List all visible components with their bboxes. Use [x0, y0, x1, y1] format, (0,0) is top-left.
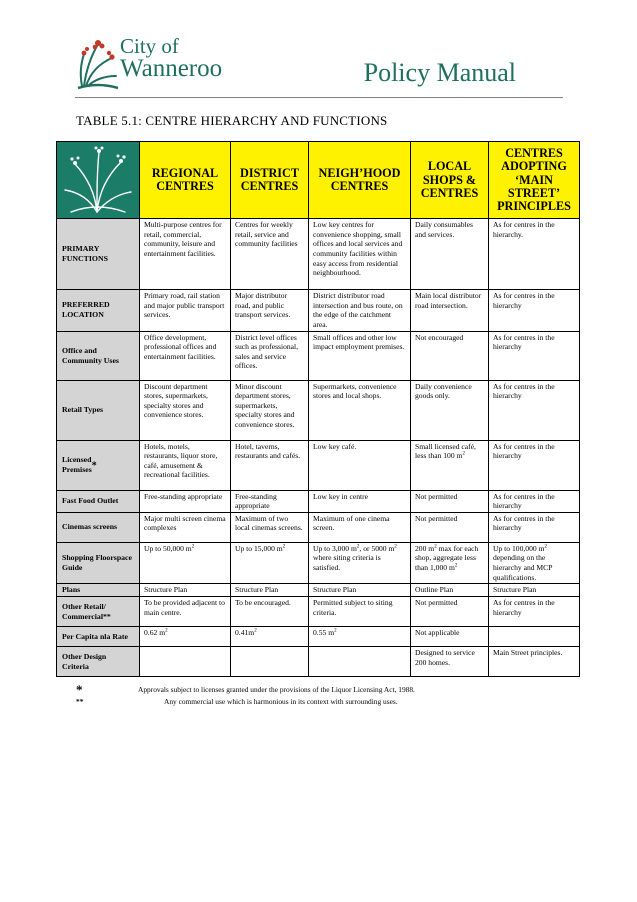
footnote-text: Any commercial use which is harmonious in its context with surrounding uses.	[164, 697, 398, 706]
table-cell	[140, 542, 231, 583]
table-cell: As for centres in the hierarchy	[489, 490, 580, 512]
superscript: 2	[544, 544, 547, 550]
table-cell: Hotels, motels, restaurants, liquor store, café, amusement & recreational facilities.	[140, 440, 231, 490]
table-row	[57, 542, 580, 583]
emblem-cell	[57, 142, 140, 219]
table-cell: Maximum of two local cinemas screens.	[231, 512, 309, 542]
footnote-symbol: **	[76, 697, 84, 706]
table-cell: Daily consumables and services.	[411, 219, 489, 290]
table-title: TABLE 5.1: CENTRE HIERARCHY AND FUNCTIONS	[76, 113, 388, 128]
table-cell	[140, 647, 231, 677]
table-cell: District level offices such as professional, sales and service offices.	[231, 331, 309, 380]
row-header: Per Capita nla Rate	[57, 627, 140, 647]
table-row	[57, 597, 580, 627]
table-cell: Small offices and other low impact employment premises.	[309, 331, 411, 380]
superscript: 2	[334, 628, 337, 634]
column-header-district: DISTRICT CENTRES	[231, 142, 309, 219]
table-cell: Low key centres for convenience shopping, small offices and local services and community facilities within easy access from residential neighbourhood.	[309, 219, 411, 290]
table-cell: Major distributor road, and public transport services.	[231, 290, 309, 331]
row-header: Fast Food Outlet	[57, 490, 140, 512]
cell-text: 200 m	[415, 543, 435, 553]
table-row	[57, 490, 580, 512]
logo-line1: City of	[120, 34, 179, 58]
table-cell: Main local distributor road intersection.	[411, 290, 489, 331]
document-title: Policy Manual	[363, 58, 516, 87]
table-cell: Multi-purpose centres for retail, commercial, community, leisure and entertainment facilities.	[140, 219, 231, 290]
row-header: Other Design Criteria	[57, 647, 140, 677]
table-row	[57, 290, 580, 331]
row-header: Shopping Floorspace Guide	[57, 542, 140, 583]
table-cell	[411, 440, 489, 490]
table-cell: Not permitted	[411, 597, 489, 627]
table-cell: Low key café.	[309, 440, 411, 490]
footnote-symbol: *	[76, 682, 83, 697]
table-cell: Centres for weekly retail, service and community facilities	[231, 219, 309, 290]
table-cell	[309, 542, 411, 583]
table-cell: As for centres in the hierarchy.	[489, 219, 580, 290]
table-row	[57, 627, 580, 647]
superscript: 2	[254, 628, 257, 634]
table-cell	[309, 627, 411, 647]
superscript: 2	[165, 628, 168, 634]
cell-text: Up to 15,000 m	[235, 543, 283, 553]
table-cell: Primary road, rail station and major public transport services.	[140, 290, 231, 331]
row-header: Retail Types	[57, 380, 140, 440]
table-row	[57, 647, 580, 677]
table-cell: As for centres in the hierarchy	[489, 331, 580, 380]
table-cell	[231, 647, 309, 677]
table-cell: Main Street principles.	[489, 647, 580, 677]
table-cell: Free-standing appropriate	[231, 490, 309, 512]
table-cell: As for centres in the hierarchy	[489, 512, 580, 542]
cell-text: Small licensed café, less than 100 m	[415, 441, 476, 461]
cell-text: Up to 100,000 m	[493, 543, 545, 553]
row-header: Cinemas screens	[57, 512, 140, 542]
table-row	[57, 584, 580, 597]
table-row	[57, 380, 580, 440]
table-cell: Major multi screen cinema complexes	[140, 512, 231, 542]
table-cell: To be provided adjacent to main centre.	[140, 597, 231, 627]
table-row	[57, 331, 580, 380]
table-cell	[489, 542, 580, 583]
cell-text: 0.41m	[235, 628, 255, 638]
footnote	[76, 682, 576, 697]
table-cell: Discount department stores, supermarkets, specialty stores and convenience stores.	[140, 380, 231, 440]
table-header-row	[57, 142, 580, 219]
table-cell: Office development, professional offices and entertainment facilities.	[140, 331, 231, 380]
table-cell	[489, 627, 580, 647]
table-cell: District distributor road intersection and bus route, on the edge of the catchment area.	[309, 290, 411, 331]
superscript: 2	[356, 544, 360, 550]
logo-line2: Wanneroo	[120, 55, 223, 82]
cell-text: 0.62 m	[144, 628, 166, 638]
table-cell: As for centres in the hierarchy	[489, 290, 580, 331]
row-header-line2: Premises	[62, 465, 92, 475]
table-cell: As for centres in the hierarchy	[489, 440, 580, 490]
table-cell: Not applicable	[411, 627, 489, 647]
column-header-main-street: CENTRES ADOPTING ‘MAIN STREET’ PRINCIPLES	[489, 142, 580, 219]
superscript: 2	[434, 544, 437, 550]
table-cell: Minor discount department stores, supermarkets, specialty stores and convenience stores.	[231, 380, 309, 440]
footnotes	[76, 682, 576, 709]
row-header: PRIMARY FUNCTIONS	[57, 219, 140, 290]
cell-text: , or 5000 m	[359, 543, 395, 553]
row-header	[57, 440, 140, 490]
table-cell: As for centres in the hierarchy	[489, 380, 580, 440]
table-cell: Structure Plan	[231, 584, 309, 597]
header-divider	[75, 97, 563, 98]
cell-text: 0.55 m	[313, 628, 335, 638]
table-cell: Not permitted	[411, 490, 489, 512]
page-header	[0, 0, 637, 110]
table-cell: Maximum of one cinema screen.	[309, 512, 411, 542]
row-header: Plans	[57, 584, 140, 597]
table-cell: Supermarkets, convenience stores and local shops.	[309, 380, 411, 440]
table-cell: Not encouraged	[411, 331, 489, 380]
table-row	[57, 440, 580, 490]
table-cell: Structure Plan	[309, 584, 411, 597]
table-cell	[231, 627, 309, 647]
table-cell: Permitted subject to siting criteria.	[309, 597, 411, 627]
cell-text: Up to 3,000 m	[313, 543, 357, 553]
superscript: 2	[394, 544, 397, 550]
superscript: 2	[191, 544, 195, 550]
wanneroo-logo-icon	[76, 36, 120, 92]
table-cell: Daily convenience goods only.	[411, 380, 489, 440]
table-row	[57, 512, 580, 542]
table-cell	[231, 542, 309, 583]
row-header: Other Retail/ Commercial**	[57, 597, 140, 627]
centre-hierarchy-table	[56, 141, 580, 677]
city-logo	[76, 36, 246, 92]
superscript: 2	[282, 544, 286, 550]
cell-text: max for each shop, aggregate less than 1,000 m	[415, 543, 479, 572]
table-cell: Low key in centre	[309, 490, 411, 512]
table-cell	[140, 627, 231, 647]
superscript: 2	[454, 563, 458, 569]
footnote-marker: *	[91, 460, 97, 472]
footnote	[76, 697, 576, 709]
cell-text: Up to 50,000 m	[144, 543, 192, 553]
cell-text: depending on the hierarchy and MCP qualifications.	[493, 553, 553, 582]
cell-text: where siting criteria is satisfied.	[313, 553, 381, 572]
table-cell: Structure Plan	[140, 584, 231, 597]
table-cell: Designed to service 200 homes.	[411, 647, 489, 677]
row-header: PREFERRED LOCATION	[57, 290, 140, 331]
row-header: Office and Community Uses	[57, 331, 140, 380]
table-cell: Not permitted	[411, 512, 489, 542]
table-cell: Hotel, taverns, restaurants and cafés.	[231, 440, 309, 490]
table-row	[57, 219, 580, 290]
kangaroo-paw-emblem-icon	[57, 142, 139, 215]
row-header-line1: Licensed	[62, 455, 92, 465]
table-cell: Outline Plan	[411, 584, 489, 597]
table-cell	[309, 647, 411, 677]
column-header-regional: REGIONAL CENTRES	[140, 142, 231, 219]
footnote-text: Approvals subject to licenses granted under the provisions of the Liquor Licensing Act, 1988.	[138, 685, 415, 694]
table-cell	[411, 542, 489, 583]
table-cell: Structure Plan	[489, 584, 580, 597]
table-cell: As for centres in the hierarchy	[489, 597, 580, 627]
column-header-local: LOCAL SHOPS & CENTRES	[411, 142, 489, 219]
table-cell: To be encouraged.	[231, 597, 309, 627]
column-header-neighbourhood: NEIGH’HOOD CENTRES	[309, 142, 411, 219]
superscript: 2	[462, 451, 465, 457]
table-cell: Free-standing appropriate	[140, 490, 231, 512]
